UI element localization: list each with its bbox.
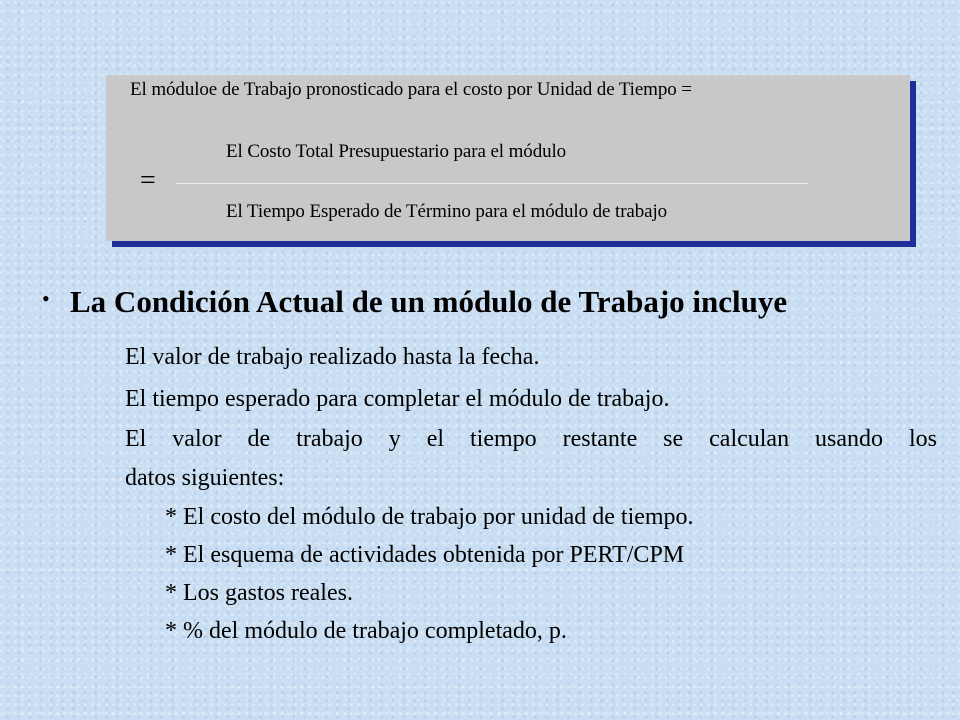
sub-item: * El esquema de actividades obtenida por PERT/CPM <box>165 542 685 568</box>
sub-item: * Los gastos reales. <box>165 580 353 606</box>
formula-box <box>106 75 910 241</box>
sub-item: * % del módulo de trabajo completado, p. <box>165 618 567 644</box>
body-line: El valor de trabajo realizado hasta la fecha. <box>125 344 540 370</box>
section-heading: La Condición Actual de un módulo de Trabajo incluye <box>70 284 788 319</box>
formula-denominator: El Tiempo Esperado de Término para el módulo de trabajo <box>226 201 668 222</box>
body-line: El valor de trabajo y el tiempo restante se calculan usando los <box>125 426 937 452</box>
body-line: datos siguientes: <box>125 465 285 491</box>
body-line: El tiempo esperado para completar el módulo de trabajo. <box>125 386 670 412</box>
formula-title: El móduloe de Trabajo pronosticado para el costo por Unidad de Tiempo = <box>130 79 692 100</box>
formula-numerator: El Costo Total Presupuestario para el módulo <box>226 141 567 162</box>
sub-item: * El costo del módulo de trabajo por unidad de tiempo. <box>165 504 694 530</box>
fraction-bar <box>176 183 808 184</box>
formula-equals-sign: = <box>140 165 156 196</box>
bullet-marker: • <box>42 286 50 311</box>
